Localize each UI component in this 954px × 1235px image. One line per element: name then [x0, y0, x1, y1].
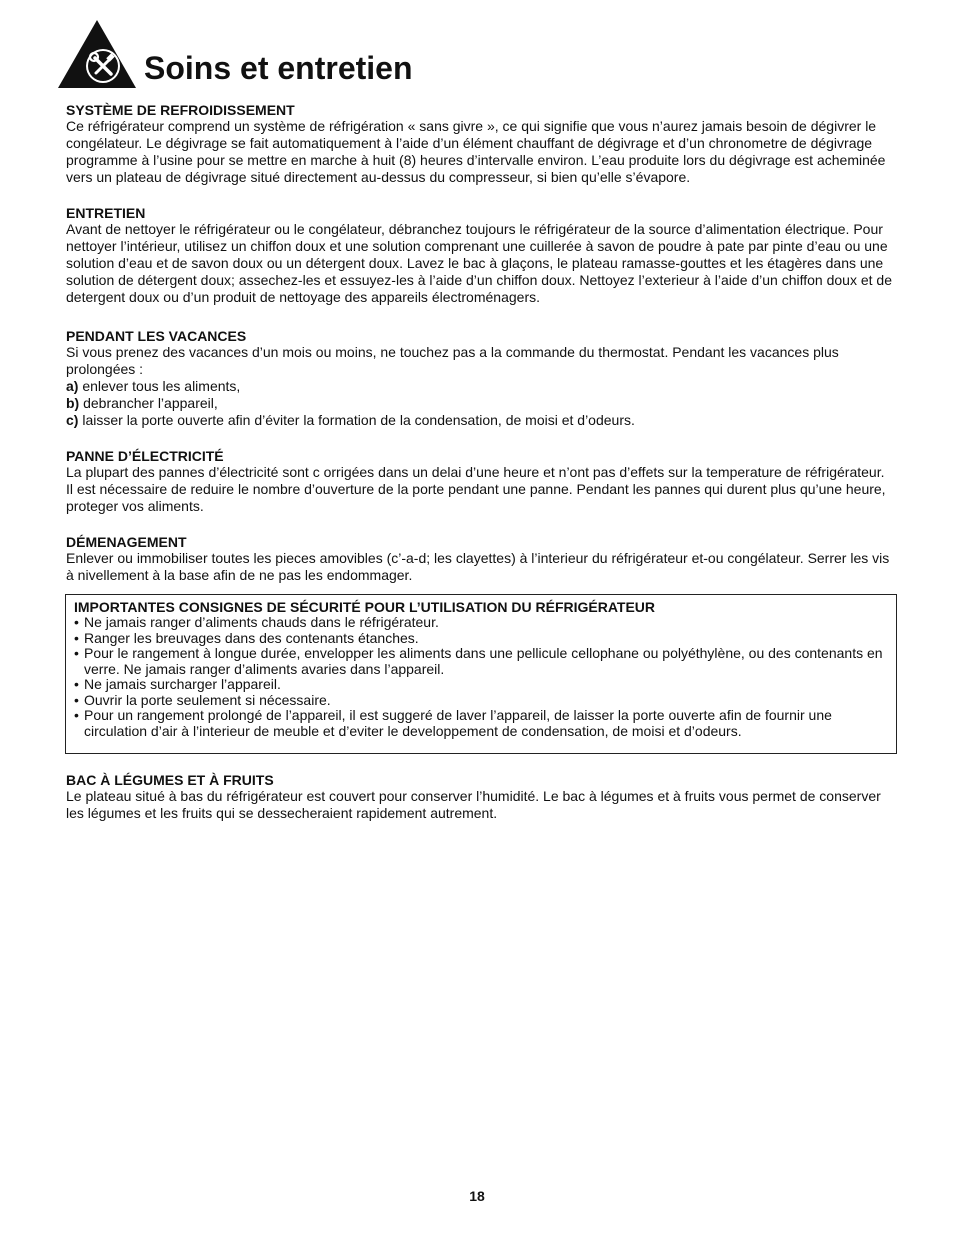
list-text: debrancher l’appareil, — [79, 395, 218, 411]
safety-heading: IMPORTANTES CONSIGNES DE SÉCURITÉ POUR L’UTILISATION DU RÉFRIGÉRATEUR — [74, 599, 656, 615]
page-header — [56, 18, 656, 90]
safety-instructions-box — [65, 594, 897, 754]
bullet-item: • Pour le rangement à longue durée, envelopper les aliments dans une pellicule cellophane ou polyéthylène, ou des contenants en verre. Ne jamais ranger d’aliments avaries dans l’appareil. — [74, 646, 888, 677]
section-cooling-system — [66, 102, 894, 186]
bullet-item: • Ranger les breuvages dans des contenants étanches. — [74, 631, 888, 647]
section-power-outage — [66, 448, 894, 515]
vacation-steps-list — [66, 378, 894, 429]
section-heading: BAC À LÉGUMES ET À FRUITS — [66, 772, 274, 788]
safety-bullet-list — [74, 615, 888, 739]
section-vacation — [66, 328, 894, 429]
section-body: Ce réfrigérateur comprend un système de réfrigération « sans givre », ce qui signifie que vous n’aurez jamais besoin de dégivrer le congélateur. Le dégivrage se fait automatiquement à l’aide d’un élément chauffant de dégivrage et d’un chronometre de dégivrage programme à l’usine pour se mettre en marche à huit (8) heures d’intervalle environ. L’eau produite lors du dégivrage est acheminée vers un plateau de dégivrage situé directement au-dessus du compresseur, si bien qu’elle s’évapore. — [66, 118, 886, 185]
page-title: Soins et entretien — [144, 50, 413, 86]
tools-warning-triangle-icon — [56, 18, 138, 90]
list-item — [66, 378, 894, 395]
section-moving — [66, 534, 894, 584]
bullet-item: • Pour un rangement prolongé de l’appareil, il est suggeré de laver l’appareil, de laisser la porte ouverte afin de fournir une circulation d’air à l’interieur de meuble et d’eviter le developpement de condensation, de moisi et d’odeurs. — [74, 708, 888, 739]
section-heading: PANNE D’ÉLECTRICITÉ — [66, 448, 224, 464]
list-marker: a) — [66, 378, 79, 394]
section-heading: PENDANT LES VACANCES — [66, 328, 247, 344]
section-body: Avant de nettoyer le réfrigérateur ou le congélateur, débranchez toujours le réfrigérateur de la source d’alimentation électrique. Pour nettoyer l’intérieur, utilisez un chiffon doux et une solution comprenant une cuillerée à savon de poudre à pate par pinte d’eau ou une solution d’eau et de savon doux ou un détergent doux. Lavez le bac à glaçons, le plateau ramasse-gouttes et les étagères dans une solution de détergent doux; assechez-les et essuyez-les à l’aide d’un chiffon doux. Nettoyez l’exterieur à l’aide d’un chiffon doux et de detergent doux ou d’un produit de nettoyage des appareils électroménagers. — [66, 221, 892, 305]
section-crisper — [66, 772, 894, 822]
bullet-item: • Ouvrir la porte seulement si nécessaire. — [74, 693, 888, 709]
page-content — [66, 102, 894, 841]
section-heading: DÉMENAGEMENT — [66, 534, 187, 550]
section-maintenance — [66, 205, 894, 306]
section-body: La plupart des pannes d’électricité sont c orrigées dans un delai d’une heure et n’ont pas d’effets sur la temperature de réfrigérateur. Il est nécessaire de reduire le nombre d’ouverture de la porte pendant une panne. Pendant les pannes qui durent plus qu’une heure, proteger vos aliments. — [66, 464, 886, 514]
section-body: Le plateau situé à bas du réfrigérateur est couvert pour conserver l’humidité. Le bac à légumes et à fruits vous permet de conserver les légumes et les fruits qui se dessecheraient rapidement autrement. — [66, 788, 881, 821]
page-number: 18 — [469, 1188, 485, 1204]
list-marker: b) — [66, 395, 80, 411]
bullet-item: • Ne jamais ranger d’aliments chauds dans le réfrigérateur. — [74, 615, 888, 631]
section-heading: SYSTÈME DE REFROIDISSEMENT — [66, 102, 295, 118]
section-body: Si vous prenez des vacances d’un mois ou moins, ne touchez pas a la commande du thermostat. Pendant les vacances plus prolongées : — [66, 344, 839, 377]
list-marker: c) — [66, 412, 79, 428]
section-heading: ENTRETIEN — [66, 205, 146, 221]
list-item — [66, 412, 894, 429]
list-text: laisser la porte ouverte afin d’éviter la formation de la condensation, de moisi et d’odeurs. — [78, 412, 635, 428]
list-item — [66, 395, 894, 412]
section-body: Enlever ou immobiliser toutes les pieces amovibles (c’-a-d; les clayettes) à l’interieur du réfrigérateur et-ou congélateur. Serrer les vis à nivellement à la base afin de ne pas les endommager. — [66, 550, 890, 583]
list-text: enlever tous les aliments, — [78, 378, 241, 394]
bullet-item: • Ne jamais surcharger l’appareil. — [74, 677, 888, 693]
